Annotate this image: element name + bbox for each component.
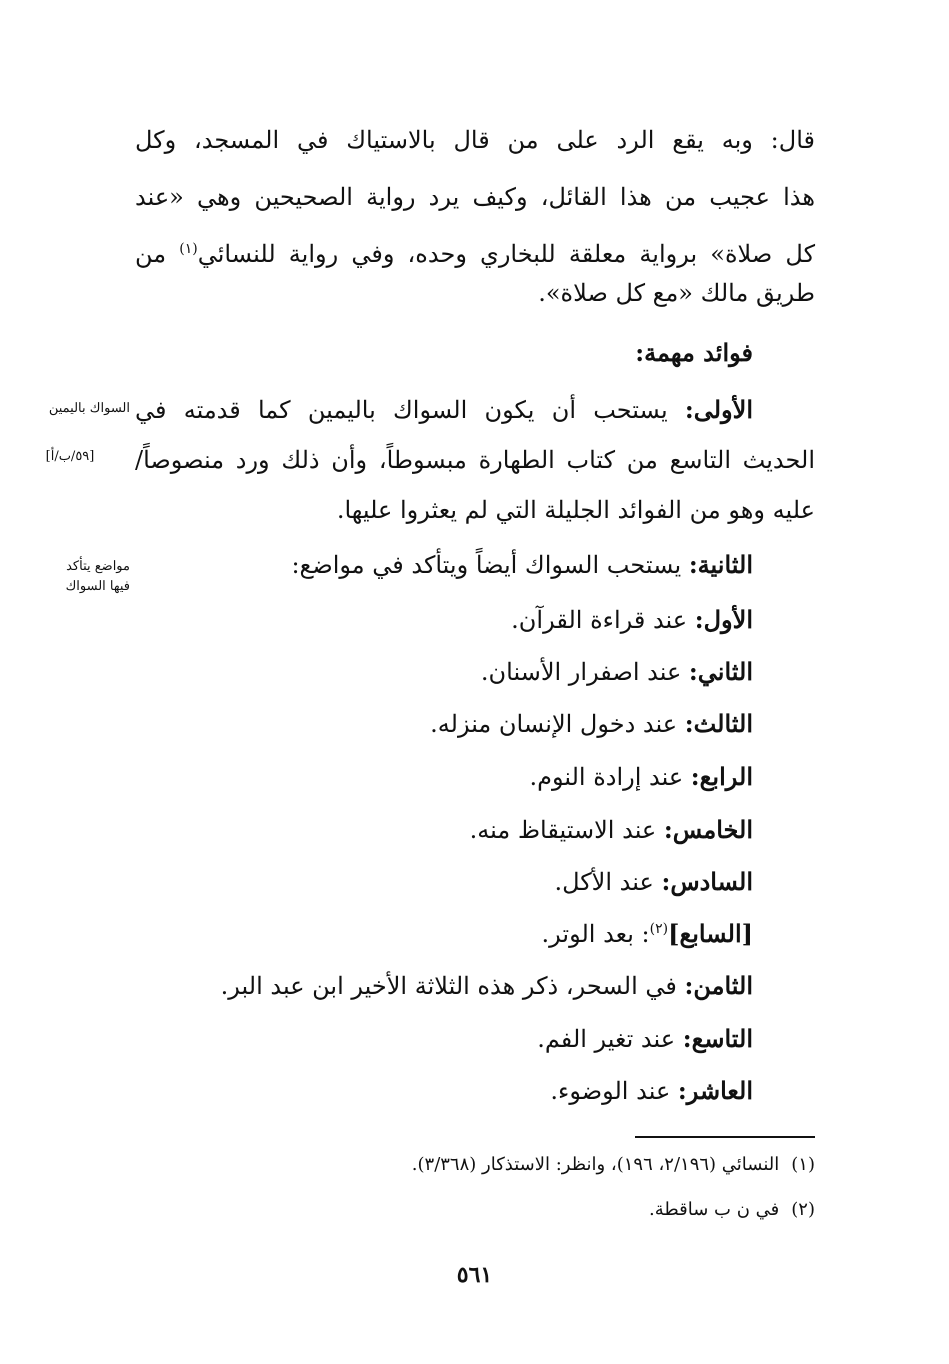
margin-note-places-line1: مواضع يتأكد [66,559,130,574]
first-benefit-line1: الأولى: يستحب أن يكون السواك باليمين كما قدمته في [135,395,753,424]
paragraph1-line2: هذا عجيب من هذا القائل، وكيف يرد رواية الصحيحين وهي «عند [135,183,815,211]
second-benefit: الثانية: يستحب السواك أيضاً ويتأكد في مواضع: [291,550,753,579]
margin-note-siwak-right-hand: السواك باليمين [48,401,130,416]
place-item-7: [السابع]$^{(٢)}$: بعد الوتر. [541,919,753,948]
place-item-6: السادس: عند الأكل. [554,867,753,896]
first-benefit-line3: عليه وهو من الفوائد الجليلة التي لم يعثروا عليها. [336,496,815,524]
paragraph1-line3: كل صلاة» برواية معلقة للبخاري وحده، وفي رواية للنسائي$^{(١)}$ من [135,240,815,268]
footnote-1: (١)النسائي (٢/١٩٦، ١٩٦)، وانظر: الاستذكار (٣/٣٦٨). [411,1154,815,1175]
place-item-10: العاشر: عند الوضوء. [550,1076,753,1105]
footnote-ref-1: (١) [179,241,198,257]
first-benefit-line2: الحديث التاسع من كتاب الطهارة مبسوطاً، وأن ذلك ورد منصوصاً/ [135,446,815,474]
place-item-1: الأول: عند قراءة القرآن. [511,605,753,634]
place-item-3: الثالث: عند دخول الإنسان منزله. [430,709,753,738]
place-item-9: التاسع: عند تغير الفم. [537,1024,753,1053]
footnote-ref-2: (٢) [649,921,669,937]
margin-note-places-line2: فيها السواك [65,579,130,594]
footnote-separator [635,1136,815,1138]
margin-note-folio: [٥٩/ب/أ] [45,449,95,464]
page-number: ٥٦١ [456,1262,493,1288]
paragraph1-line1: قال: وبه يقع الرد على من قال بالاستياك في المسجد، وكل [135,126,815,154]
section-heading: فوائد مهمة: [635,338,753,367]
paragraph1-line4: طريق مالك «مع كل صلاة». [538,279,815,307]
place-item-4: الرابع: عند إرادة النوم. [529,762,753,791]
footnote-2: (٢)في ن ب ساقطة. [649,1199,815,1220]
place-item-8: الثامن: في السحر، ذكر هذه الثلاثة الأخير ابن عبد البر. [220,971,753,1000]
place-item-5: الخامس: عند الاستيقاظ منه. [469,815,753,844]
place-item-2: الثاني: عند اصفرار الأسنان. [480,657,753,686]
